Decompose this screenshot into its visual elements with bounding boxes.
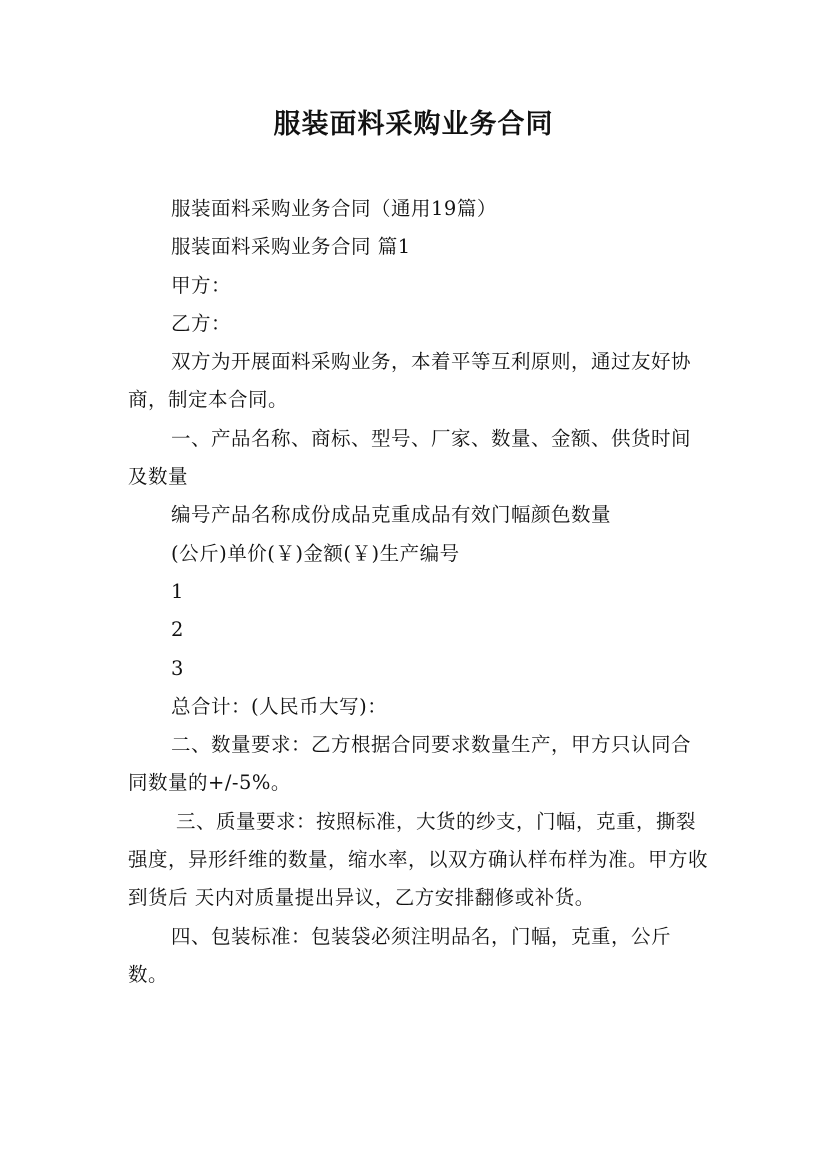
- paragraph-table-header-2: (公斤)单价(￥)金额(￥)生产编号: [171, 541, 460, 565]
- paragraph-row-2: 2: [171, 618, 184, 642]
- paragraph-clause-1: 一、产品名称、商标、型号、厂家、数量、金额、供货时间及数量: [128, 426, 692, 489]
- paragraph-party-a: 甲方：: [171, 273, 232, 297]
- paragraph-preamble: 双方为开展面料采购业务，本着平等互利原则，通过友好协商，制定本合同。: [128, 350, 692, 412]
- paragraph-part-heading: 服装面料采购业务合同 篇1: [171, 235, 411, 259]
- paragraph-total: 总合计：(人民币大写)：: [171, 694, 388, 718]
- paragraph-table-header-1: 编号产品名称成份成品克重成品有效门幅颜色数量: [171, 503, 612, 527]
- document-title: 服装面料采购业务合同: [273, 109, 554, 140]
- paragraph-clause-4: 四、包装标准：包装袋必须注明品名，门幅，克重，公斤数。: [128, 924, 672, 986]
- paragraph-collection-heading: 服装面料采购业务合同（通用19篇）: [171, 197, 497, 220]
- document-body: [128, 190, 708, 994]
- paragraph-row-3: 3: [171, 656, 184, 680]
- paragraph-party-b: 乙方：: [171, 311, 232, 335]
- paragraph-row-1: 1: [171, 579, 184, 603]
- paragraph-clause-3: 三、质量要求：按照标准，大货的纱支，门幅，克重，撕裂强度，异形纤维的数量，缩水率，以双方确认样布样为准。甲方收到货后 天内对质量提出异议，乙方安排翻修或补货。: [128, 809, 709, 910]
- paragraph-clause-2: 二、数量要求：乙方根据合同要求数量生产，甲方只认同合同数量的+/-5%。: [128, 733, 692, 795]
